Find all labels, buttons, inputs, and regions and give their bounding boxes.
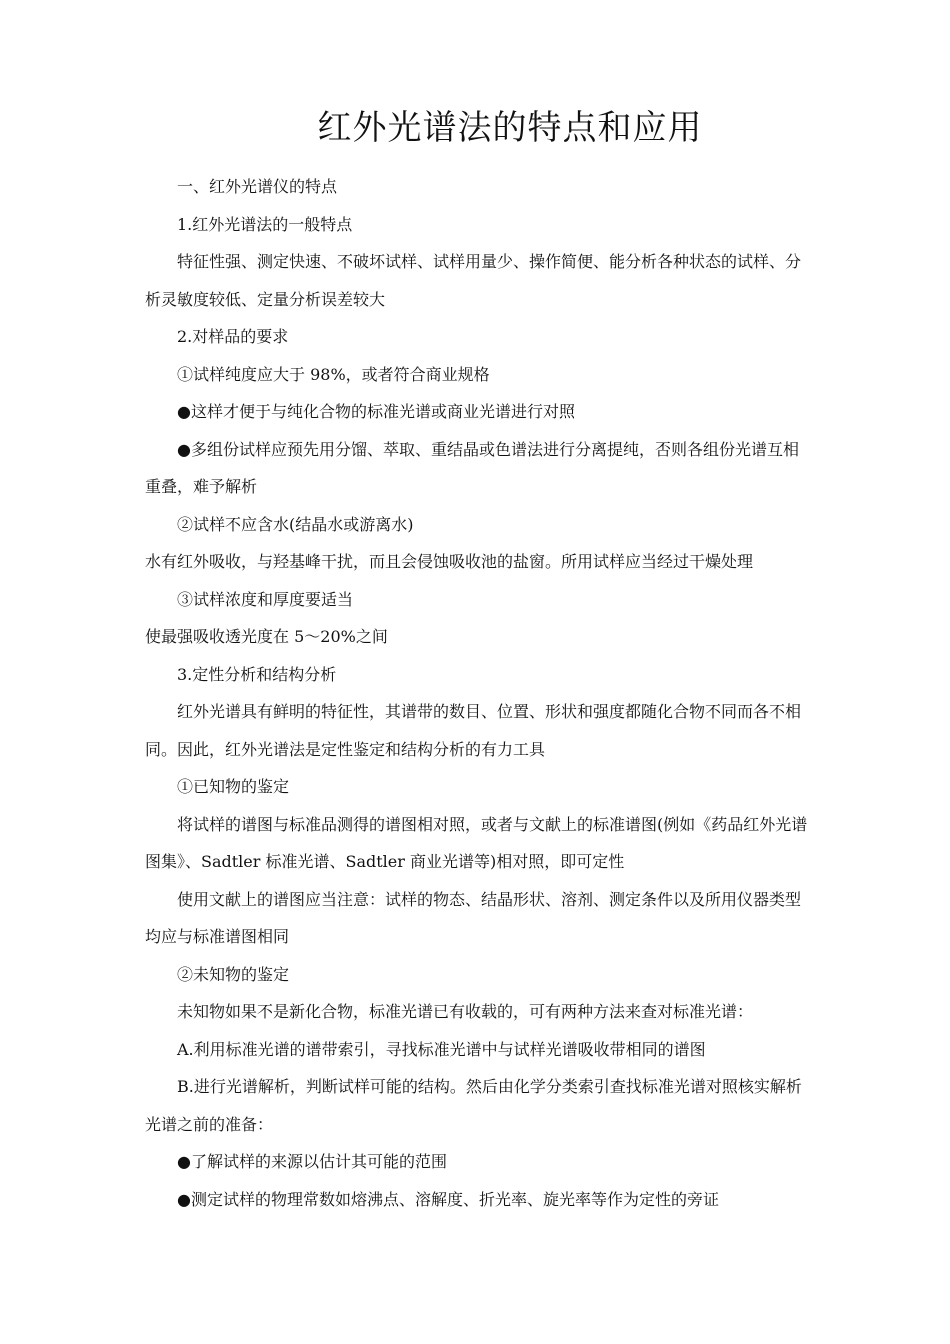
paragraph: ●测定试样的物理常数如熔沸点、溶解度、折光率、旋光率等作为定性的旁证 bbox=[177, 1189, 719, 1209]
paragraph: A.利用标准光谱的谱带索引，寻找标准光谱中与试样光谱吸收带相同的谱图 bbox=[177, 1039, 706, 1059]
paragraph: 使用文献上的谱图应当注意：试样的物态、结晶形状、溶剂、测定条件以及所用仪器类型均应与标准谱图相同 bbox=[145, 889, 802, 946]
paragraph: ②试样不应含水(结晶水或游离水) bbox=[177, 514, 414, 534]
paragraph: 1.红外光谱法的一般特点 bbox=[177, 214, 353, 234]
paragraph: ②未知物的鉴定 bbox=[177, 964, 290, 984]
paragraph: 红外光谱具有鲜明的特征性，其谱带的数目、位置、形状和强度都随化合物不同而各不相同。因此，红外光谱法是定性鉴定和结构分析的有力工具 bbox=[145, 702, 802, 759]
paragraph: ①已知物的鉴定 bbox=[177, 777, 290, 796]
paragraph: 2.对样品的要求 bbox=[177, 327, 289, 346]
document-body bbox=[145, 168, 813, 1218]
paragraph: 特征性强、测定快速、不破坏试样、试样用量少、操作简便、能分析各种状态的试样、分析灵敏度较低、定量分析误差较大 bbox=[145, 252, 802, 309]
paragraph: 使最强吸收透光度在 5～20%之间 bbox=[145, 627, 388, 646]
paragraph: 水有红外吸收，与羟基峰干扰，而且会侵蚀吸收池的盐窗。所用试样应当经过干燥处理 bbox=[145, 552, 754, 571]
paragraph: 一、红外光谱仪的特点 bbox=[177, 177, 338, 196]
paragraph: 未知物如果不是新化合物，标准光谱已有收载的，可有两种方法来查对标准光谱： bbox=[177, 1002, 754, 1021]
document-title: 红外光谱法的特点和应用 bbox=[317, 108, 703, 148]
paragraph: ③试样浓度和厚度要适当 bbox=[177, 589, 354, 609]
paragraph: 3.定性分析和结构分析 bbox=[177, 664, 337, 684]
paragraph: 将试样的谱图与标准品测得的谱图相对照，或者与文献上的标准谱图(例如《药品红外光谱图集》、Sadtler 标准光谱、Sadtler 商业光谱等)相对照，即可定性 bbox=[145, 814, 808, 871]
paragraph: ●这样才便于与纯化合物的标准光谱或商业光谱进行对照 bbox=[177, 402, 575, 421]
paragraph: ●了解试样的来源以估计其可能的范围 bbox=[177, 1152, 447, 1171]
paragraph: ●多组份试样应预先用分馏、萃取、重结晶或色谱法进行分离提纯，否则各组份光谱互相重叠，难予解析 bbox=[145, 439, 799, 496]
paragraph: B.进行光谱解析，判断试样可能的结构。然后由化学分类索引查找标准光谱对照核实解析光谱之前的准备： bbox=[145, 1077, 802, 1134]
paragraph: ①试样纯度应大于 98%，或者符合商业规格 bbox=[177, 364, 490, 384]
